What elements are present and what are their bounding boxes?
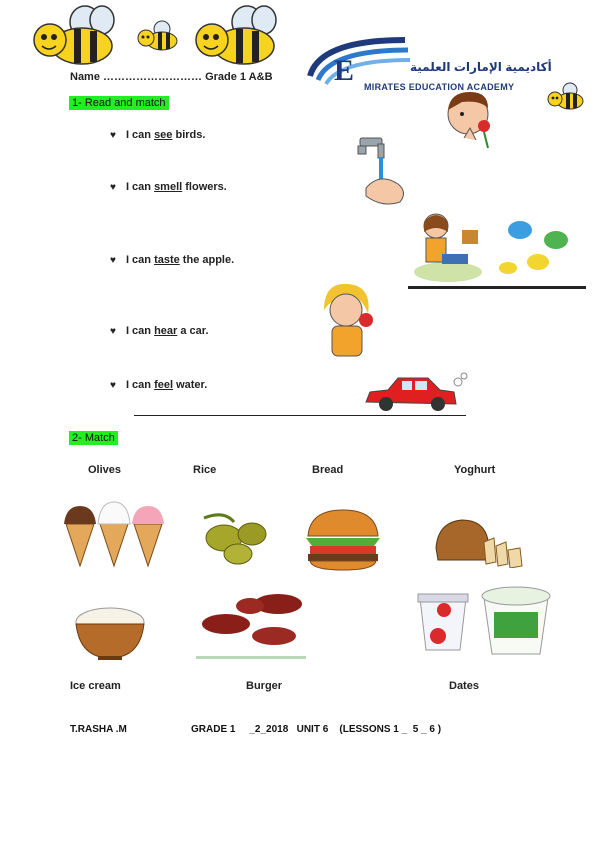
- academy-logo: [300, 32, 560, 98]
- name-grade-line: Name ……………………… Grade 1 A&B: [70, 71, 273, 83]
- section1-title: 1- Read and match: [69, 96, 169, 110]
- bee-illustration-small: [136, 20, 180, 52]
- footer-lesson-info: GRADE 1 _2_2018 UNIT 6 (LESSONS 1 _ 5 _ 6 ): [191, 724, 442, 735]
- teacher-name: T.RASHA .M: [70, 724, 127, 735]
- sentence-suffix: water.: [173, 379, 208, 391]
- sense-word: taste: [154, 254, 180, 266]
- sentence-item-hear: [110, 325, 209, 337]
- sentence-item-feel: [110, 379, 207, 391]
- bee-illustration-logo: [546, 82, 586, 112]
- sentence-prefix: I can: [125, 129, 155, 141]
- logo-english-name: MIRATES EDUCATION ACADEMY: [364, 82, 515, 92]
- label-burger: Burger: [246, 680, 283, 692]
- section-divider-line: [134, 415, 466, 416]
- bee-illustration-large-2: [192, 4, 284, 68]
- heart-bullet-icon: ♥: [110, 255, 116, 266]
- burger-picture: [304, 508, 382, 572]
- heart-bullet-icon: ♥: [110, 130, 116, 141]
- sense-word: see: [154, 129, 173, 141]
- label-dates: Dates: [449, 680, 479, 692]
- sense-word: hear: [154, 325, 178, 337]
- sentence-prefix: I can: [125, 181, 155, 193]
- section2-title: 2- Match: [69, 431, 118, 445]
- label-yoghurt: Yoghurt: [454, 464, 496, 476]
- girl-watching-birds-picture: [408, 206, 586, 290]
- sentence-item-taste: [110, 254, 234, 266]
- hands-under-tap-picture: [352, 132, 412, 208]
- sense-word: smell: [154, 181, 183, 193]
- bread-loaf-picture: [432, 512, 528, 568]
- heart-bullet-icon: ♥: [110, 182, 116, 193]
- label-bread: Bread: [312, 464, 344, 476]
- dates-picture: [196, 584, 316, 664]
- red-car-picture: [362, 372, 468, 416]
- heart-bullet-icon: ♥: [110, 326, 116, 337]
- sentence-prefix: I can: [125, 325, 155, 337]
- label-olives: Olives: [88, 464, 122, 476]
- sentence-prefix: I can: [125, 254, 155, 266]
- sentence-suffix: birds.: [172, 129, 206, 141]
- sentence-prefix: I can: [125, 379, 155, 391]
- olives-picture: [194, 508, 272, 566]
- label-ice-cream: Ice cream: [70, 680, 121, 692]
- ice-cream-cones-picture: [62, 498, 170, 568]
- boy-smelling-flower-picture: [440, 88, 500, 152]
- sentence-suffix: flowers.: [182, 181, 227, 193]
- heart-bullet-icon: ♥: [110, 380, 116, 391]
- bee-illustration-large: [30, 4, 122, 68]
- label-rice: Rice: [193, 464, 217, 476]
- sentence-item-smell: [110, 181, 227, 193]
- logo-letter: E: [334, 54, 355, 87]
- sentence-suffix: a car.: [177, 325, 209, 337]
- girl-eating-apple-picture: [318, 280, 378, 358]
- rice-bowl-picture: [72, 600, 148, 662]
- logo-arabic-name: أكاديمية الإمارات العلمية: [410, 60, 552, 74]
- sentence-suffix: the apple.: [179, 254, 235, 266]
- sentence-item-see: [110, 129, 205, 141]
- sense-word: feel: [154, 379, 174, 391]
- yoghurt-cups-picture: [414, 584, 554, 660]
